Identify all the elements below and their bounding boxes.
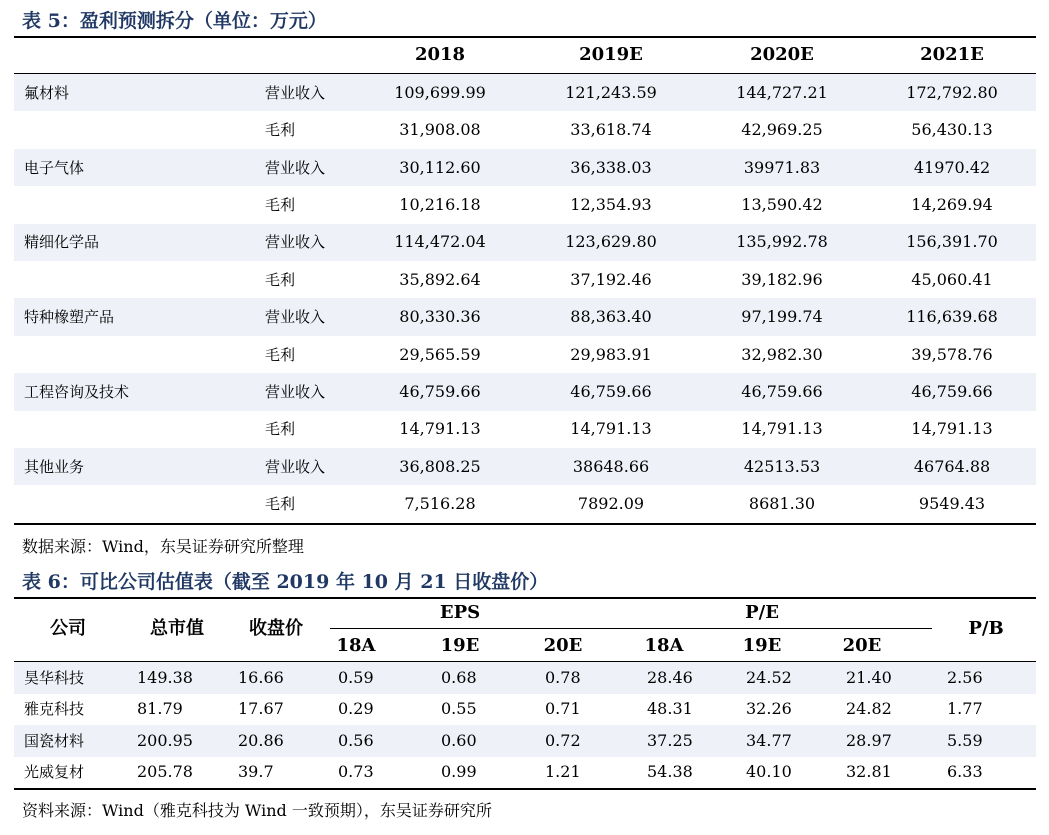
table5-category: 特种橡塑产品 [24, 308, 115, 327]
table6-value-cell: 39.7 [238, 762, 274, 782]
table6-value-cell: 0.55 [441, 699, 477, 719]
table5-item: 毛利 [265, 345, 296, 364]
table5-value-cell: 37,192.46 [570, 269, 652, 289]
table5-row-band [14, 149, 1036, 186]
table6-value-cell: 0.29 [338, 699, 374, 719]
table5-value-cell: 33,618.74 [570, 120, 652, 140]
table6-header-eps-20e: 20E [543, 635, 583, 656]
table5-value-cell: 13,590.42 [741, 194, 823, 214]
table6-value-cell: 0.78 [545, 667, 581, 687]
table6-value-cell: 28.97 [846, 730, 892, 750]
table5-value-cell: 29,565.59 [399, 344, 481, 364]
table5-value-cell: 46,759.66 [570, 381, 652, 401]
table6-bottom-rule [14, 788, 1036, 790]
table6-header-company: 公司 [50, 618, 86, 639]
table5-value-cell: 39,578.76 [911, 344, 993, 364]
table6-company: 雅克科技 [24, 700, 85, 719]
table5-value-cell: 14,791.13 [570, 419, 652, 439]
table5-value-cell: 135,992.78 [736, 232, 828, 252]
table5-value-cell: 31,908.08 [399, 120, 481, 140]
table6-company: 国瓷材料 [24, 731, 85, 750]
table5-value-cell: 8681.30 [748, 494, 816, 514]
table6-title: 表 6：可比公司估值表（截至 2019 年 10 月 21 日收盘价） [22, 571, 549, 593]
table6-value-cell: 0.68 [441, 667, 477, 687]
table5-row-band [14, 448, 1036, 485]
table5-value-cell: 156,391.70 [906, 232, 998, 252]
table6-value-cell: 17.67 [238, 699, 284, 719]
table6-value-cell: 28.46 [647, 667, 693, 687]
table6-value-cell: 5.59 [947, 730, 983, 750]
table5-value-cell: 14,791.13 [911, 419, 993, 439]
table5-item: 营业收入 [265, 158, 326, 177]
table5-row-band [14, 298, 1036, 335]
table5-value-cell: 116,639.68 [906, 307, 998, 327]
table6-company: 昊华科技 [24, 668, 85, 687]
table5-category: 精细化学品 [24, 233, 100, 252]
table6-header-close: 收盘价 [249, 618, 303, 639]
table6-source: 资料来源：Wind（雅克科技为 Wind 一致预期），东吴证券研究所 [22, 801, 492, 820]
table5-value-cell: 46,759.66 [399, 381, 481, 401]
table6-header-market-cap: 总市值 [150, 618, 204, 639]
table6-value-cell: 0.72 [545, 730, 581, 750]
table5-header-2019e: 2019E [579, 44, 643, 65]
table5-value-cell: 32,982.30 [741, 344, 823, 364]
table6-header-eps-19e: 19E [440, 635, 480, 656]
table5-value-cell: 14,269.94 [911, 194, 993, 214]
table6-value-cell: 37.25 [647, 730, 693, 750]
table5-value-cell: 30,112.60 [399, 157, 481, 177]
table5-value-cell: 35,892.64 [399, 269, 481, 289]
table5-row-band [14, 74, 1036, 111]
table6-value-cell: 0.99 [441, 762, 477, 782]
table5-header-2018: 2018 [414, 44, 466, 65]
table5-value-cell: 144,727.21 [736, 82, 828, 102]
table5-value-cell: 9549.43 [918, 494, 986, 514]
table5-value-cell: 14,791.13 [399, 419, 481, 439]
table5-value-cell: 121,243.59 [565, 82, 657, 102]
table5-top-rule [14, 36, 1036, 38]
table6-value-cell: 34.77 [746, 730, 792, 750]
table6-value-cell: 16.66 [238, 667, 284, 687]
table6-value-cell: 1.77 [947, 699, 983, 719]
table5-value-cell: 42513.53 [743, 456, 821, 476]
table5-value-cell: 42,969.25 [741, 120, 823, 140]
table5-item: 毛利 [265, 420, 296, 439]
table6-header-pe-20e: 20E [842, 635, 882, 656]
table5-item: 毛利 [265, 495, 296, 514]
table6-header-pe-18a: 18A [644, 635, 684, 656]
table5-row-band [14, 373, 1036, 410]
table5-value-cell: 109,699.99 [394, 82, 486, 102]
table5-value-cell: 46,759.66 [741, 381, 823, 401]
table6-value-cell: 32.81 [846, 762, 892, 782]
table6-header-pb: P/B [968, 618, 1004, 639]
table5-item: 营业收入 [265, 382, 326, 401]
table6-value-cell: 32.26 [746, 699, 792, 719]
table6-header-pe: P/E [745, 602, 779, 623]
table6-top-rule [14, 597, 1036, 599]
table5-category: 电子气体 [24, 158, 85, 177]
table5-source: 数据来源：Wind，东吴证券研究所整理 [22, 537, 304, 556]
table5-value-cell: 46764.88 [913, 456, 991, 476]
table5-value-cell: 46,759.66 [911, 381, 993, 401]
table5-value-cell: 29,983.91 [570, 344, 652, 364]
table6-value-cell: 21.40 [846, 667, 892, 687]
table5-value-cell: 36,338.03 [570, 157, 652, 177]
table5-value-cell: 80,330.36 [399, 307, 481, 327]
table6-value-cell: 81.79 [137, 699, 183, 719]
table6-value-cell: 48.31 [647, 699, 693, 719]
table5-value-cell: 39971.83 [743, 157, 821, 177]
table5-title: 表 5：盈利预测拆分（单位：万元） [22, 10, 327, 32]
table5-value-cell: 45,060.41 [911, 269, 993, 289]
table6-value-cell: 24.52 [746, 667, 792, 687]
table5-value-cell: 14,791.13 [741, 419, 823, 439]
table5-value-cell: 10,216.18 [399, 194, 481, 214]
table5-value-cell: 56,430.13 [911, 120, 993, 140]
table5-item: 营业收入 [265, 233, 326, 252]
table5-value-cell: 97,199.74 [741, 307, 823, 327]
table6-header-pe-19e: 19E [742, 635, 782, 656]
table5-value-cell: 7892.09 [577, 494, 645, 514]
table6-value-cell: 0.60 [441, 730, 477, 750]
table6-value-cell: 24.82 [846, 699, 892, 719]
table6-header-eps: EPS [439, 602, 481, 623]
table5-value-cell: 41970.42 [913, 157, 991, 177]
table6-value-cell: 1.21 [545, 762, 581, 782]
table6-value-cell: 200.95 [137, 730, 193, 750]
table6-value-cell: 0.71 [545, 699, 581, 719]
table5-value-cell: 39,182.96 [741, 269, 823, 289]
table5-item: 毛利 [265, 270, 296, 289]
table6-value-cell: 149.38 [137, 667, 193, 687]
table5-value-cell: 114,472.04 [394, 232, 486, 252]
table5-value-cell: 38648.66 [572, 456, 650, 476]
table5-value-cell: 123,629.80 [565, 232, 657, 252]
table6-group-rule [330, 628, 932, 629]
table6-value-cell: 0.56 [338, 730, 374, 750]
table6-header-eps-18a: 18A [336, 635, 376, 656]
table5-item: 营业收入 [265, 457, 326, 476]
table5-header-2020e: 2020E [750, 44, 814, 65]
table6-value-cell: 20.86 [238, 730, 284, 750]
table5-header-2021e: 2021E [920, 44, 984, 65]
table5-value-cell: 7,516.28 [404, 494, 476, 514]
table6-value-cell: 6.33 [947, 762, 983, 782]
table5-category: 其他业务 [24, 457, 85, 476]
table6-value-cell: 54.38 [647, 762, 693, 782]
table5-value-cell: 36,808.25 [399, 456, 481, 476]
table5-value-cell: 12,354.93 [570, 194, 652, 214]
table5-row-band [14, 224, 1036, 261]
table6-value-cell: 0.59 [338, 667, 374, 687]
table6-value-cell: 40.10 [746, 762, 792, 782]
table6-company: 光威复材 [24, 763, 85, 782]
table6-value-cell: 205.78 [137, 762, 193, 782]
table5-item: 营业收入 [265, 83, 326, 102]
table5-category: 工程咨询及技术 [24, 382, 130, 401]
table5-value-cell: 172,792.80 [906, 82, 998, 102]
table5-category: 氟材料 [24, 83, 70, 102]
table5-item: 毛利 [265, 121, 296, 140]
table5-value-cell: 88,363.40 [570, 307, 652, 327]
table5-bottom-rule [14, 523, 1036, 525]
table5-item: 营业收入 [265, 308, 326, 327]
table6-value-cell: 0.73 [338, 762, 374, 782]
table5-item: 毛利 [265, 195, 296, 214]
table6-value-cell: 2.56 [947, 667, 983, 687]
